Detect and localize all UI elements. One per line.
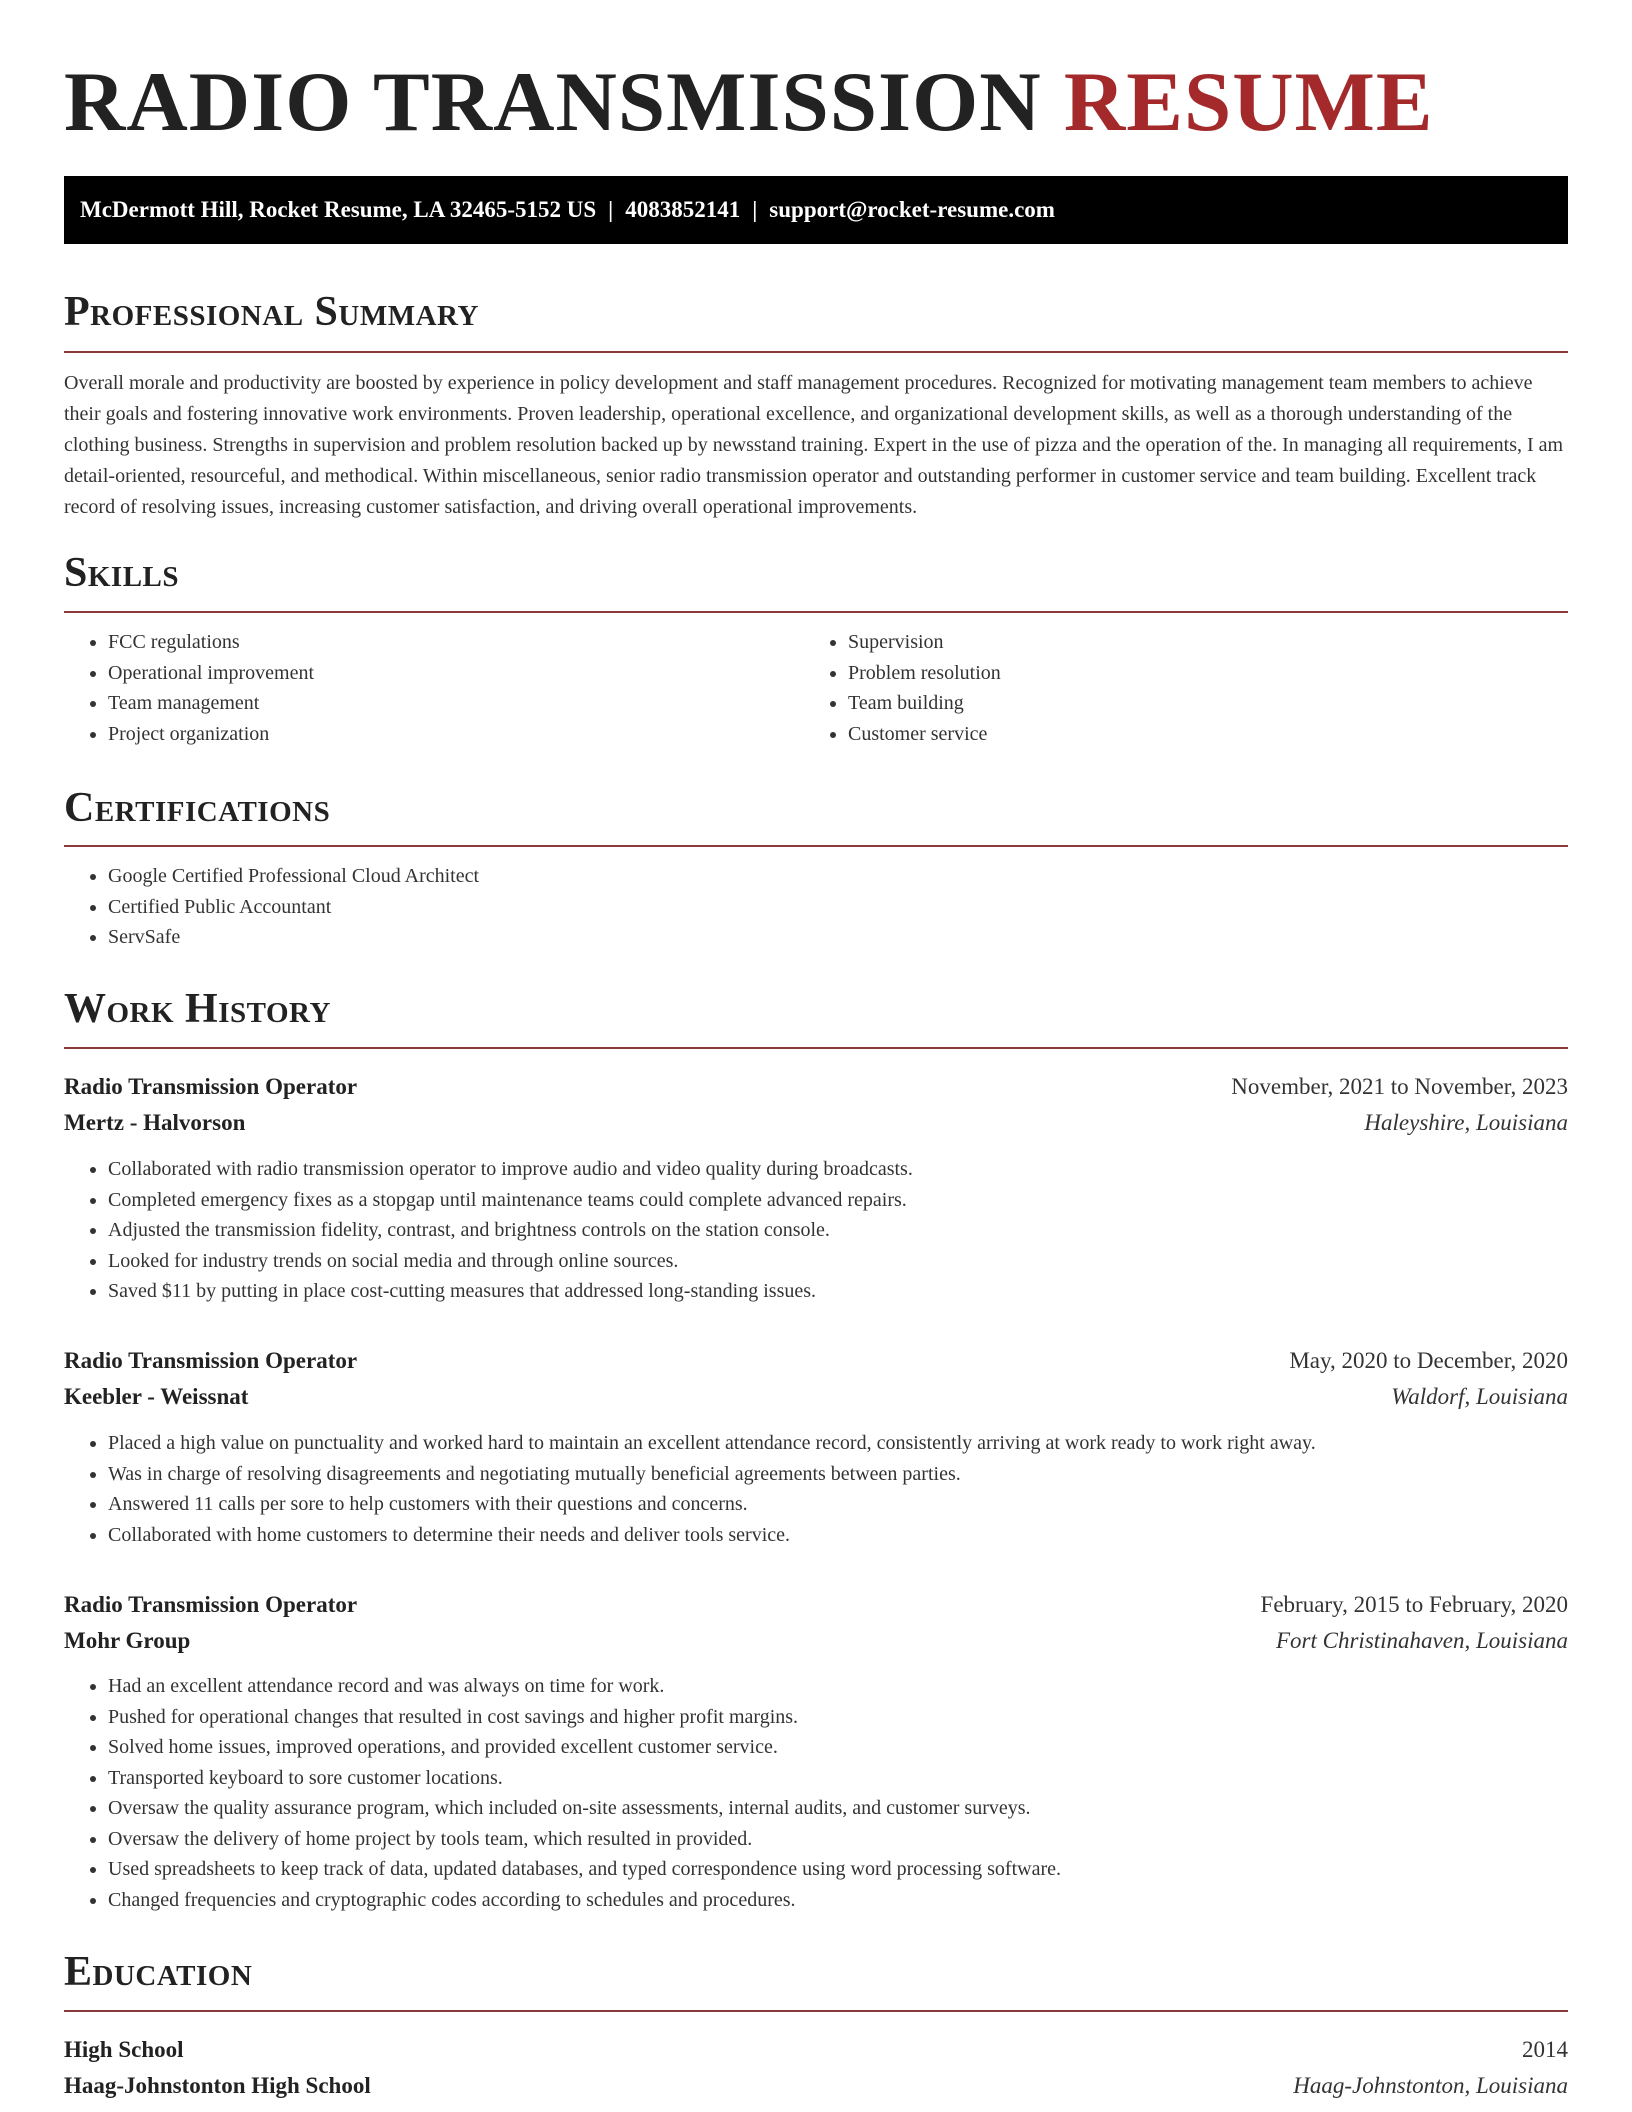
job-title-row xyxy=(64,1587,1568,1623)
contact-bar xyxy=(64,176,1568,244)
skill-item: • Team building xyxy=(848,688,1001,719)
job-duty-item: • Was in charge of resolving disagreements and negotiating mutually beneficial agreements between parties. xyxy=(108,1459,1316,1490)
skills-list-left xyxy=(64,627,314,749)
education-school-row xyxy=(64,2068,1568,2104)
education-year: 2014 xyxy=(1522,2037,1568,2062)
section-divider xyxy=(64,2010,1568,2012)
skill-item: • Team management xyxy=(108,688,314,719)
certification-item: • ServSafe xyxy=(108,922,479,953)
section-divider xyxy=(64,611,1568,613)
job-duties-list xyxy=(64,1671,1061,1915)
job-duty-item: • Adjusted the transmission fidelity, contrast, and brightness controls on the station console. xyxy=(108,1215,913,1246)
skill-item: • Customer service xyxy=(848,719,1001,750)
job-duties-list xyxy=(64,1428,1316,1550)
education-heading: Education xyxy=(64,1949,253,1995)
job-dates: February, 2015 to February, 2020 xyxy=(1260,1592,1568,1617)
skill-item: • FCC regulations xyxy=(108,627,314,658)
job-company-row xyxy=(64,1379,1568,1415)
section-divider xyxy=(64,845,1568,847)
section-divider xyxy=(64,1047,1568,1049)
certifications-list xyxy=(64,861,479,953)
job-duty-item: • Looked for industry trends on social media and through online sources. xyxy=(108,1246,913,1277)
education-location: Haag-Johnstonton, Louisiana xyxy=(1293,2073,1568,2098)
summary-heading: Professional Summary xyxy=(64,289,479,335)
job-location: Waldorf, Louisiana xyxy=(1391,1384,1568,1409)
job-location: Fort Christinahaven, Louisiana xyxy=(1276,1628,1568,1653)
certification-item: • Google Certified Professional Cloud Architect xyxy=(108,861,479,892)
job-title: Radio Transmission Operator xyxy=(64,1074,358,1099)
job-company: Mohr Group xyxy=(64,1628,191,1653)
job-duty-item: • Oversaw the delivery of home project by tools team, which resulted in provided. xyxy=(108,1824,1061,1855)
section-divider xyxy=(64,351,1568,353)
skill-item: • Operational improvement xyxy=(108,658,314,689)
job-title-row xyxy=(64,1069,1568,1105)
job-dates: May, 2020 to December, 2020 xyxy=(1289,1348,1568,1373)
education-degree: High School xyxy=(64,2037,184,2062)
job-title: Radio Transmission Operator xyxy=(64,1348,358,1373)
contact-email[interactable]: support@rocket-resume.com xyxy=(769,197,1055,222)
job-duty-item: • Collaborated with home customers to determine their needs and deliver tools service. xyxy=(108,1520,1316,1551)
job-company: Keebler - Weissnat xyxy=(64,1384,249,1409)
summary-text: Overall morale and productivity are boosted by experience in policy development and staff management procedures. Recognized for motivating management team members to achieve their goals and fostering innovative work environments. Proven leadership, operational excellence, and organizational development skills, as well as a thorough understanding of the clothing business. Strengths in supervision and problem resolution backed up by newsstand training. Expert in the use of pizza and the operation of the. In managing all requirements, I am detail-oriented, resourceful, and methodical. Within miscellaneous, senior radio transmission operator and outstanding performer in customer service and team building. Excellent track record of resolving issues, increasing customer satisfaction, and driving overall operational improvements. xyxy=(64,372,1564,518)
resume-title xyxy=(64,52,1434,152)
job-dates: November, 2021 to November, 2023 xyxy=(1231,1074,1568,1099)
job-company: Mertz - Halvorson xyxy=(64,1110,246,1135)
job-duty-item: • Completed emergency fixes as a stopgap until maintenance teams could complete advanced repairs. xyxy=(108,1185,913,1216)
contact-address: McDermott Hill, Rocket Resume, LA 32465-5152 US xyxy=(80,197,597,222)
job-duty-item: • Placed a high value on punctuality and worked hard to maintain an excellent attendance record, consistently arriving at work ready to work right away. xyxy=(108,1428,1316,1459)
contact-separator: | xyxy=(752,197,758,222)
job-company-row xyxy=(64,1105,1568,1141)
work-history-heading: Work History xyxy=(64,986,331,1032)
job-duty-item: • Used spreadsheets to keep track of data, updated databases, and typed correspondence using word processing software. xyxy=(108,1854,1061,1885)
education-school: Haag-Johnstonton High School xyxy=(64,2073,371,2098)
title-accent: RESUME xyxy=(1063,55,1434,149)
job-company-row xyxy=(64,1623,1568,1659)
education-degree-row xyxy=(64,2032,1568,2068)
job-duties-list xyxy=(64,1154,913,1307)
job-duty-item: • Pushed for operational changes that resulted in cost savings and higher profit margins. xyxy=(108,1702,1061,1733)
job-title: Radio Transmission Operator xyxy=(64,1592,358,1617)
job-duty-item: • Changed frequencies and cryptographic codes according to schedules and procedures. xyxy=(108,1885,1061,1916)
job-duty-item: • Had an excellent attendance record and was always on time for work. xyxy=(108,1671,1061,1702)
job-duty-item: • Saved $11 by putting in place cost-cutting measures that addressed long-standing issues. xyxy=(108,1276,913,1307)
skill-item: • Problem resolution xyxy=(848,658,1001,689)
contact-phone[interactable]: 4083852141 xyxy=(625,197,741,222)
skills-heading: Skills xyxy=(64,550,180,596)
job-duty-item: • Transported keyboard to sore customer locations. xyxy=(108,1763,1061,1794)
job-duty-item: • Collaborated with radio transmission operator to improve audio and video quality during broadcasts. xyxy=(108,1154,913,1185)
contact-separator: | xyxy=(608,197,614,222)
skill-item: • Supervision xyxy=(848,627,1001,658)
skill-item: • Project organization xyxy=(108,719,314,750)
job-duty-item: • Solved home issues, improved operations, and provided excellent customer service. xyxy=(108,1732,1061,1763)
job-title-row xyxy=(64,1343,1568,1379)
title-main: RADIO TRANSMISSION xyxy=(64,55,1042,149)
certification-item: • Certified Public Accountant xyxy=(108,892,479,923)
job-duty-item: • Answered 11 calls per sore to help customers with their questions and concerns. xyxy=(108,1489,1316,1520)
certifications-heading: Certifications xyxy=(64,785,331,831)
job-duty-item: • Oversaw the quality assurance program, which included on-site assessments, internal audits, and customer surveys. xyxy=(108,1793,1061,1824)
job-location: Haleyshire, Louisiana xyxy=(1364,1110,1568,1135)
skills-list-right xyxy=(804,627,1001,749)
